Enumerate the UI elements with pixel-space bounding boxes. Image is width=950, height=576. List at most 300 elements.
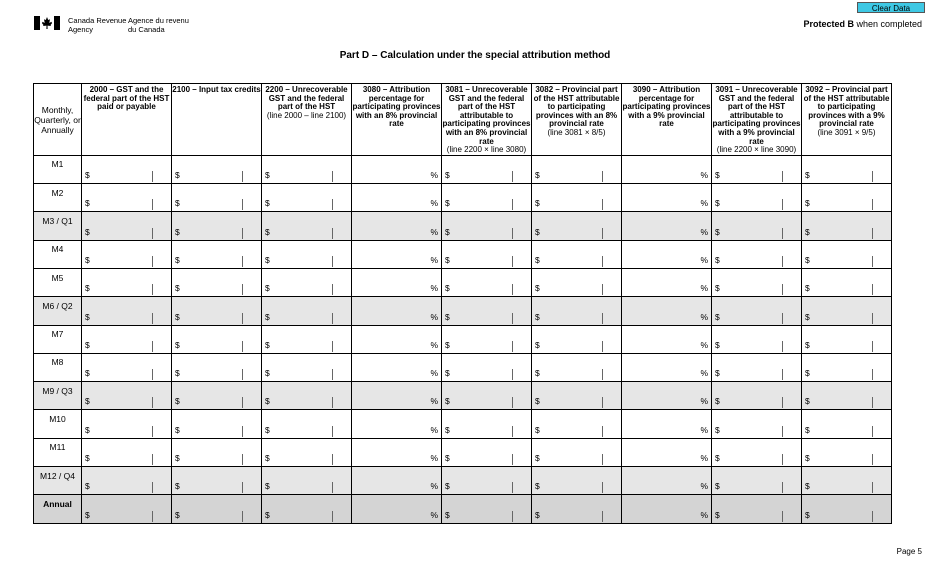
- cents-divider: [872, 397, 873, 408]
- cents-divider: [242, 511, 243, 522]
- dollar-sign: $: [805, 170, 810, 181]
- amount-input[interactable]: [802, 495, 892, 523]
- cents-divider: [242, 228, 243, 239]
- dollar-sign: $: [715, 453, 720, 464]
- amount-input[interactable]: [442, 438, 532, 466]
- cents-divider: [872, 199, 873, 210]
- cents-divider: [332, 426, 333, 437]
- percent-input[interactable]: [352, 184, 442, 212]
- cents-divider: [332, 511, 333, 522]
- amount-input[interactable]: [172, 212, 262, 240]
- percent-input[interactable]: [352, 353, 442, 381]
- amount-input[interactable]: [802, 155, 892, 183]
- percent-sign: %: [430, 481, 438, 492]
- amount-input[interactable]: [532, 268, 622, 296]
- dollar-sign: $: [85, 226, 90, 237]
- percent-input[interactable]: [352, 212, 442, 240]
- amount-input[interactable]: [532, 382, 622, 410]
- cents-divider: [782, 454, 783, 465]
- cents-divider: [512, 511, 513, 522]
- dollar-sign: $: [175, 509, 180, 520]
- dollar-sign: $: [445, 283, 450, 294]
- amount-input[interactable]: [82, 325, 172, 353]
- amount-input[interactable]: [802, 382, 892, 410]
- dollar-sign: $: [85, 254, 90, 265]
- percent-input[interactable]: [622, 240, 712, 268]
- amount-input[interactable]: [712, 268, 802, 296]
- column-header: [712, 84, 802, 156]
- dollar-sign: $: [445, 339, 450, 350]
- cents-divider: [332, 199, 333, 210]
- amount-input[interactable]: [82, 212, 172, 240]
- dollar-sign: $: [175, 226, 180, 237]
- amount-input[interactable]: [262, 467, 352, 495]
- percent-input[interactable]: [622, 353, 712, 381]
- amount-input[interactable]: [262, 268, 352, 296]
- dollar-sign: $: [265, 481, 270, 492]
- percent-input[interactable]: [352, 297, 442, 325]
- column-header-main: 2200 – Unrecoverable GST and the federal part of the HST: [265, 85, 348, 112]
- dollar-sign: $: [265, 198, 270, 209]
- amount-input[interactable]: [442, 155, 532, 183]
- cents-divider: [152, 426, 153, 437]
- amount-input[interactable]: [532, 438, 622, 466]
- dollar-sign: $: [715, 198, 720, 209]
- dollar-sign: $: [715, 283, 720, 294]
- dollar-sign: $: [535, 283, 540, 294]
- table-row: [34, 155, 892, 183]
- amount-input[interactable]: [172, 410, 262, 438]
- period-label: M8: [34, 353, 82, 381]
- dollar-sign: $: [715, 170, 720, 181]
- agency-name-fr: Agence du revenu du Canada: [128, 16, 189, 34]
- cents-divider: [512, 284, 513, 295]
- amount-input[interactable]: [262, 495, 352, 523]
- percent-sign: %: [700, 368, 708, 379]
- amount-input[interactable]: [82, 353, 172, 381]
- amount-input[interactable]: [172, 495, 262, 523]
- amount-input[interactable]: [802, 410, 892, 438]
- dollar-sign: $: [265, 311, 270, 322]
- dollar-sign: $: [85, 311, 90, 322]
- dollar-sign: $: [85, 509, 90, 520]
- percent-input[interactable]: [352, 438, 442, 466]
- table-header-row: [34, 84, 892, 156]
- amount-input[interactable]: [262, 410, 352, 438]
- percent-input[interactable]: [352, 325, 442, 353]
- dollar-sign: $: [805, 368, 810, 379]
- amount-input[interactable]: [262, 325, 352, 353]
- amount-input[interactable]: [82, 240, 172, 268]
- dollar-sign: $: [265, 283, 270, 294]
- amount-input[interactable]: [262, 184, 352, 212]
- period-label: M7: [34, 325, 82, 353]
- protected-label: Protected B when completed: [803, 19, 922, 29]
- amount-input[interactable]: [262, 382, 352, 410]
- column-header: [442, 84, 532, 156]
- amount-input[interactable]: [442, 240, 532, 268]
- table-body: [34, 155, 892, 523]
- period-label: M9 / Q3: [34, 382, 82, 410]
- amount-input[interactable]: [172, 438, 262, 466]
- amount-input[interactable]: [532, 467, 622, 495]
- cents-divider: [602, 228, 603, 239]
- percent-sign: %: [700, 453, 708, 464]
- period-label: M6 / Q2: [34, 297, 82, 325]
- dollar-sign: $: [805, 396, 810, 407]
- cents-divider: [242, 199, 243, 210]
- header: [0, 0, 950, 40]
- dollar-sign: $: [715, 368, 720, 379]
- column-header: [802, 84, 892, 156]
- dollar-sign: $: [265, 254, 270, 265]
- dollar-sign: $: [535, 198, 540, 209]
- cents-divider: [782, 482, 783, 493]
- cents-divider: [782, 313, 783, 324]
- column-header-main: 2100 – Input tax credits: [172, 85, 261, 94]
- amount-input[interactable]: [82, 438, 172, 466]
- amount-input[interactable]: [532, 410, 622, 438]
- table-row: [34, 212, 892, 240]
- cents-divider: [332, 369, 333, 380]
- dollar-sign: $: [265, 424, 270, 435]
- amount-input[interactable]: [712, 212, 802, 240]
- dollar-sign: $: [535, 509, 540, 520]
- amount-input[interactable]: [172, 353, 262, 381]
- cents-divider: [782, 228, 783, 239]
- column-header-main: 3092 – Provincial part of the HST attributable to participating provinces with a 9% provincial rate: [803, 85, 890, 129]
- percent-input[interactable]: [622, 325, 712, 353]
- percent-sign: %: [430, 509, 438, 520]
- cents-divider: [152, 341, 153, 352]
- amount-input[interactable]: [262, 212, 352, 240]
- amount-input[interactable]: [442, 297, 532, 325]
- amount-input[interactable]: [82, 184, 172, 212]
- cents-divider: [332, 228, 333, 239]
- dollar-sign: $: [265, 453, 270, 464]
- cents-divider: [332, 171, 333, 182]
- amount-input[interactable]: [442, 353, 532, 381]
- cents-divider: [152, 369, 153, 380]
- amount-input[interactable]: [802, 268, 892, 296]
- amount-input[interactable]: [82, 467, 172, 495]
- column-header-formula: (line 2200 × line 3090): [716, 145, 797, 155]
- column-header-main: 3082 – Provincial part of the HST attributable to participating provinces with an 8% provincial rate: [533, 85, 620, 129]
- cents-divider: [872, 171, 873, 182]
- dollar-sign: $: [535, 396, 540, 407]
- amount-input[interactable]: [532, 297, 622, 325]
- percent-input[interactable]: [622, 184, 712, 212]
- percent-input[interactable]: [352, 240, 442, 268]
- percent-input[interactable]: [622, 467, 712, 495]
- table-row: [34, 438, 892, 466]
- dollar-sign: $: [85, 453, 90, 464]
- amount-input[interactable]: [172, 240, 262, 268]
- amount-input[interactable]: [82, 495, 172, 523]
- percent-sign: %: [430, 198, 438, 209]
- cents-divider: [602, 511, 603, 522]
- amount-input[interactable]: [442, 410, 532, 438]
- cents-divider: [512, 199, 513, 210]
- amount-input[interactable]: [802, 353, 892, 381]
- amount-input[interactable]: [262, 438, 352, 466]
- column-header: [622, 84, 712, 156]
- amount-input[interactable]: [712, 495, 802, 523]
- percent-sign: %: [430, 424, 438, 435]
- amount-input[interactable]: [712, 184, 802, 212]
- percent-sign: %: [430, 226, 438, 237]
- dollar-sign: $: [265, 368, 270, 379]
- column-header-formula: (line 2200 × line 3080): [446, 145, 527, 155]
- cents-divider: [152, 454, 153, 465]
- column-header: [172, 84, 262, 156]
- dollar-sign: $: [265, 396, 270, 407]
- percent-input[interactable]: [622, 382, 712, 410]
- cents-divider: [602, 284, 603, 295]
- amount-input[interactable]: [262, 240, 352, 268]
- dollar-sign: $: [805, 509, 810, 520]
- table-row: [34, 240, 892, 268]
- percent-input[interactable]: [352, 382, 442, 410]
- cents-divider: [152, 397, 153, 408]
- amount-input[interactable]: [532, 184, 622, 212]
- amount-input[interactable]: [712, 353, 802, 381]
- dollar-sign: $: [715, 424, 720, 435]
- amount-input[interactable]: [82, 297, 172, 325]
- amount-input[interactable]: [532, 353, 622, 381]
- amount-input[interactable]: [532, 495, 622, 523]
- cents-divider: [602, 171, 603, 182]
- cents-divider: [242, 256, 243, 267]
- amount-input[interactable]: [172, 382, 262, 410]
- dollar-sign: $: [805, 226, 810, 237]
- period-label: M3 / Q1: [34, 212, 82, 240]
- dollar-sign: $: [175, 368, 180, 379]
- dollar-sign: $: [445, 424, 450, 435]
- dollar-sign: $: [535, 453, 540, 464]
- cents-divider: [512, 228, 513, 239]
- cents-divider: [242, 397, 243, 408]
- dollar-sign: $: [445, 368, 450, 379]
- cents-divider: [512, 369, 513, 380]
- dollar-sign: $: [535, 254, 540, 265]
- dollar-sign: $: [445, 396, 450, 407]
- amount-input[interactable]: [442, 382, 532, 410]
- cents-divider: [602, 369, 603, 380]
- amount-input[interactable]: [712, 155, 802, 183]
- cents-divider: [602, 313, 603, 324]
- dollar-sign: $: [85, 339, 90, 350]
- cents-divider: [602, 426, 603, 437]
- dollar-sign: $: [265, 339, 270, 350]
- percent-input[interactable]: [622, 410, 712, 438]
- amount-input[interactable]: [262, 353, 352, 381]
- amount-input[interactable]: [712, 382, 802, 410]
- dollar-sign: $: [805, 481, 810, 492]
- dollar-sign: $: [85, 170, 90, 181]
- column-header-main: 2000 – GST and the federal part of the HST paid or payable: [83, 85, 170, 112]
- percent-sign: %: [700, 311, 708, 322]
- column-header-formula: (line 3081 × 8/5): [547, 127, 606, 137]
- dollar-sign: $: [535, 311, 540, 322]
- table-row: [34, 184, 892, 212]
- amount-input[interactable]: [712, 240, 802, 268]
- cents-divider: [242, 171, 243, 182]
- amount-input[interactable]: [442, 495, 532, 523]
- cents-divider: [242, 482, 243, 493]
- dollar-sign: $: [445, 170, 450, 181]
- amount-input[interactable]: [532, 155, 622, 183]
- dollar-sign: $: [535, 226, 540, 237]
- cents-divider: [872, 369, 873, 380]
- page-number: Page 5: [896, 547, 922, 556]
- amount-input[interactable]: [802, 467, 892, 495]
- dollar-sign: $: [535, 170, 540, 181]
- amount-input[interactable]: [442, 467, 532, 495]
- percent-sign: %: [700, 226, 708, 237]
- dollar-sign: $: [715, 226, 720, 237]
- amount-input[interactable]: [802, 325, 892, 353]
- cents-divider: [242, 426, 243, 437]
- dollar-sign: $: [715, 311, 720, 322]
- amount-input[interactable]: [262, 297, 352, 325]
- cents-divider: [152, 171, 153, 182]
- percent-input[interactable]: [622, 495, 712, 523]
- amount-input[interactable]: [442, 268, 532, 296]
- percent-input[interactable]: [622, 212, 712, 240]
- amount-input[interactable]: [82, 382, 172, 410]
- amount-input[interactable]: [712, 467, 802, 495]
- cents-divider: [782, 199, 783, 210]
- period-label: M12 / Q4: [34, 467, 82, 495]
- percent-input[interactable]: [352, 495, 442, 523]
- cents-divider: [152, 313, 153, 324]
- amount-input[interactable]: [802, 438, 892, 466]
- dollar-sign: $: [805, 424, 810, 435]
- cents-divider: [512, 482, 513, 493]
- table-row: [34, 382, 892, 410]
- cents-divider: [332, 482, 333, 493]
- amount-input[interactable]: [172, 325, 262, 353]
- cents-divider: [872, 313, 873, 324]
- amount-input[interactable]: [82, 410, 172, 438]
- dollar-sign: $: [715, 254, 720, 265]
- percent-input[interactable]: [622, 268, 712, 296]
- amount-input[interactable]: [442, 212, 532, 240]
- amount-input[interactable]: [82, 155, 172, 183]
- cents-divider: [512, 397, 513, 408]
- amount-input[interactable]: [802, 212, 892, 240]
- percent-input[interactable]: [622, 438, 712, 466]
- percent-input[interactable]: [352, 410, 442, 438]
- table-row: [34, 410, 892, 438]
- percent-input[interactable]: [352, 268, 442, 296]
- dollar-sign: $: [535, 481, 540, 492]
- cents-divider: [242, 313, 243, 324]
- cents-divider: [602, 341, 603, 352]
- amount-input[interactable]: [712, 325, 802, 353]
- dollar-sign: $: [175, 254, 180, 265]
- amount-input[interactable]: [172, 184, 262, 212]
- table-row: [34, 325, 892, 353]
- table-row: [34, 297, 892, 325]
- percent-input[interactable]: [622, 297, 712, 325]
- amount-input[interactable]: [172, 467, 262, 495]
- cents-divider: [512, 256, 513, 267]
- percent-input[interactable]: [352, 155, 442, 183]
- amount-input[interactable]: [532, 240, 622, 268]
- cents-divider: [242, 454, 243, 465]
- dollar-sign: $: [85, 424, 90, 435]
- cents-divider: [782, 171, 783, 182]
- dollar-sign: $: [85, 481, 90, 492]
- cents-divider: [152, 199, 153, 210]
- dollar-sign: $: [715, 481, 720, 492]
- cents-divider: [782, 256, 783, 267]
- amount-input[interactable]: [442, 325, 532, 353]
- column-header-main: 3091 – Unrecoverable GST and the federal part of the HST attributable to participating provinces with a 9% provincial rate: [712, 85, 801, 146]
- cents-divider: [872, 511, 873, 522]
- amount-input[interactable]: [712, 410, 802, 438]
- dollar-sign: $: [445, 509, 450, 520]
- amount-input[interactable]: [442, 184, 532, 212]
- percent-sign: %: [430, 254, 438, 265]
- period-label: M1: [34, 155, 82, 183]
- dollar-sign: $: [175, 424, 180, 435]
- dollar-sign: $: [445, 481, 450, 492]
- cents-divider: [152, 284, 153, 295]
- cents-divider: [512, 426, 513, 437]
- amount-input[interactable]: [172, 155, 262, 183]
- cents-divider: [872, 454, 873, 465]
- dollar-sign: $: [265, 170, 270, 181]
- dollar-sign: $: [715, 396, 720, 407]
- row-header: Monthly, Quarterly, or Annually: [34, 84, 82, 156]
- amount-input[interactable]: [532, 325, 622, 353]
- amount-input[interactable]: [172, 297, 262, 325]
- percent-input[interactable]: [622, 155, 712, 183]
- amount-input[interactable]: [712, 297, 802, 325]
- clear-data-button[interactable]: Clear Data: [857, 2, 925, 13]
- amount-input[interactable]: [712, 438, 802, 466]
- percent-sign: %: [430, 311, 438, 322]
- table-row: [34, 467, 892, 495]
- cents-divider: [332, 313, 333, 324]
- amount-input[interactable]: [802, 240, 892, 268]
- cents-divider: [602, 482, 603, 493]
- canada-flag-icon: [34, 16, 60, 30]
- dollar-sign: $: [535, 368, 540, 379]
- amount-input[interactable]: [82, 268, 172, 296]
- cents-divider: [332, 341, 333, 352]
- percent-sign: %: [430, 339, 438, 350]
- amount-input[interactable]: [262, 155, 352, 183]
- amount-input[interactable]: [532, 212, 622, 240]
- percent-input[interactable]: [352, 467, 442, 495]
- percent-sign: %: [700, 283, 708, 294]
- dollar-sign: $: [805, 283, 810, 294]
- percent-sign: %: [700, 481, 708, 492]
- percent-sign: %: [700, 339, 708, 350]
- amount-input[interactable]: [172, 268, 262, 296]
- cents-divider: [242, 284, 243, 295]
- cents-divider: [872, 426, 873, 437]
- amount-input[interactable]: [802, 297, 892, 325]
- dollar-sign: $: [175, 170, 180, 181]
- column-header-formula: (line 2000 – line 2100): [266, 110, 347, 120]
- cents-divider: [242, 369, 243, 380]
- amount-input[interactable]: [802, 184, 892, 212]
